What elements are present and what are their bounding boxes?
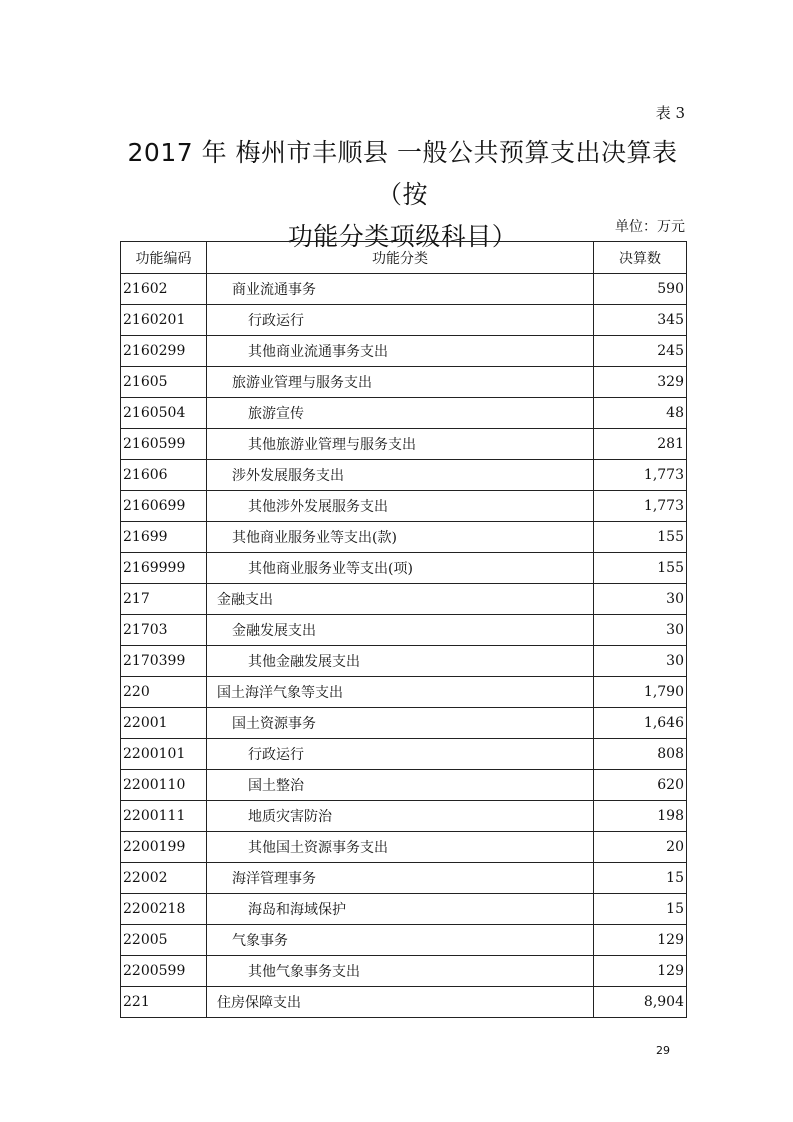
table-row [121, 739, 687, 770]
row-name: 旅游宣传 [207, 398, 594, 429]
row-name: 其他旅游业管理与服务支出 [207, 429, 594, 460]
row-amount: 20 [594, 832, 687, 863]
row-name: 行政运行 [207, 305, 594, 336]
row-amount: 620 [594, 770, 687, 801]
title-line-2: 功能分类项级科目） [287, 222, 518, 251]
table-row [121, 801, 687, 832]
table-row [121, 305, 687, 336]
table-number: 表 3 [655, 104, 685, 122]
row-code: 2200218 [121, 894, 207, 925]
table-row [121, 677, 687, 708]
row-name: 国土整治 [207, 770, 594, 801]
row-amount: 329 [594, 367, 687, 398]
table-row [121, 832, 687, 863]
table-row [121, 646, 687, 677]
row-amount: 245 [594, 336, 687, 367]
table-row [121, 987, 687, 1018]
table-row [121, 398, 687, 429]
row-name: 其他商业流通事务支出 [207, 336, 594, 367]
table-row [121, 770, 687, 801]
row-amount: 590 [594, 274, 687, 305]
row-amount: 30 [594, 615, 687, 646]
table-row [121, 367, 687, 398]
unit-label: 单位：万元 [615, 219, 685, 235]
row-name: 国土海洋气象等支出 [207, 677, 594, 708]
title-line-1: 2017 年 梅州市丰顺县 一般公共预算支出决算表（按 [127, 138, 678, 209]
table-row [121, 336, 687, 367]
row-amount: 198 [594, 801, 687, 832]
table-row [121, 491, 687, 522]
row-name: 住房保障支出 [207, 987, 594, 1018]
row-name: 涉外发展服务支出 [207, 460, 594, 491]
row-name: 商业流通事务 [207, 274, 594, 305]
row-amount: 155 [594, 553, 687, 584]
header-name: 功能分类 [207, 242, 594, 274]
document-title [110, 132, 695, 258]
row-code: 21703 [121, 615, 207, 646]
row-name: 其他国土资源事务支出 [207, 832, 594, 863]
row-amount: 1,646 [594, 708, 687, 739]
row-name: 气象事务 [207, 925, 594, 956]
row-code: 2160504 [121, 398, 207, 429]
budget-table [120, 241, 687, 1018]
row-amount: 48 [594, 398, 687, 429]
row-code: 21699 [121, 522, 207, 553]
row-code: 2200111 [121, 801, 207, 832]
header-amount: 决算数 [594, 242, 687, 274]
row-code: 217 [121, 584, 207, 615]
row-name: 金融支出 [207, 584, 594, 615]
table-row [121, 584, 687, 615]
row-amount: 15 [594, 863, 687, 894]
row-code: 21605 [121, 367, 207, 398]
row-name: 海洋管理事务 [207, 863, 594, 894]
table-row [121, 274, 687, 305]
row-code: 2160201 [121, 305, 207, 336]
row-name: 金融发展支出 [207, 615, 594, 646]
row-code: 2160599 [121, 429, 207, 460]
table-row [121, 925, 687, 956]
row-name: 其他气象事务支出 [207, 956, 594, 987]
row-amount: 30 [594, 584, 687, 615]
row-code: 21606 [121, 460, 207, 491]
row-amount: 345 [594, 305, 687, 336]
row-amount: 155 [594, 522, 687, 553]
row-code: 22001 [121, 708, 207, 739]
row-code: 2169999 [121, 553, 207, 584]
row-code: 21602 [121, 274, 207, 305]
row-amount: 129 [594, 925, 687, 956]
row-name: 其他涉外发展服务支出 [207, 491, 594, 522]
row-code: 2200599 [121, 956, 207, 987]
row-code: 221 [121, 987, 207, 1018]
row-code: 220 [121, 677, 207, 708]
row-amount: 808 [594, 739, 687, 770]
row-name: 其他商业服务业等支出(款) [207, 522, 594, 553]
table-row [121, 708, 687, 739]
row-amount: 281 [594, 429, 687, 460]
table-row [121, 956, 687, 987]
row-code: 2200110 [121, 770, 207, 801]
row-name: 旅游业管理与服务支出 [207, 367, 594, 398]
row-code: 2200101 [121, 739, 207, 770]
page-number: 29 [656, 1044, 670, 1057]
row-name: 海岛和海域保护 [207, 894, 594, 925]
table-row [121, 460, 687, 491]
table-header [121, 242, 687, 274]
row-code: 2170399 [121, 646, 207, 677]
row-code: 2200199 [121, 832, 207, 863]
row-amount: 15 [594, 894, 687, 925]
row-amount: 1,773 [594, 460, 687, 491]
header-code: 功能编码 [121, 242, 207, 274]
table-row [121, 553, 687, 584]
table-row [121, 429, 687, 460]
row-name: 其他金融发展支出 [207, 646, 594, 677]
row-code: 2160299 [121, 336, 207, 367]
header-row [121, 242, 687, 274]
table-row [121, 615, 687, 646]
table-body [121, 274, 687, 1018]
row-name: 地质灾害防治 [207, 801, 594, 832]
table-row [121, 863, 687, 894]
row-amount: 30 [594, 646, 687, 677]
row-code: 22002 [121, 863, 207, 894]
row-amount: 1,773 [594, 491, 687, 522]
row-amount: 129 [594, 956, 687, 987]
row-code: 2160699 [121, 491, 207, 522]
row-amount: 1,790 [594, 677, 687, 708]
table-row [121, 522, 687, 553]
row-amount: 8,904 [594, 987, 687, 1018]
row-code: 22005 [121, 925, 207, 956]
row-name: 其他商业服务业等支出(项) [207, 553, 594, 584]
row-name: 国土资源事务 [207, 708, 594, 739]
table-row [121, 894, 687, 925]
row-name: 行政运行 [207, 739, 594, 770]
